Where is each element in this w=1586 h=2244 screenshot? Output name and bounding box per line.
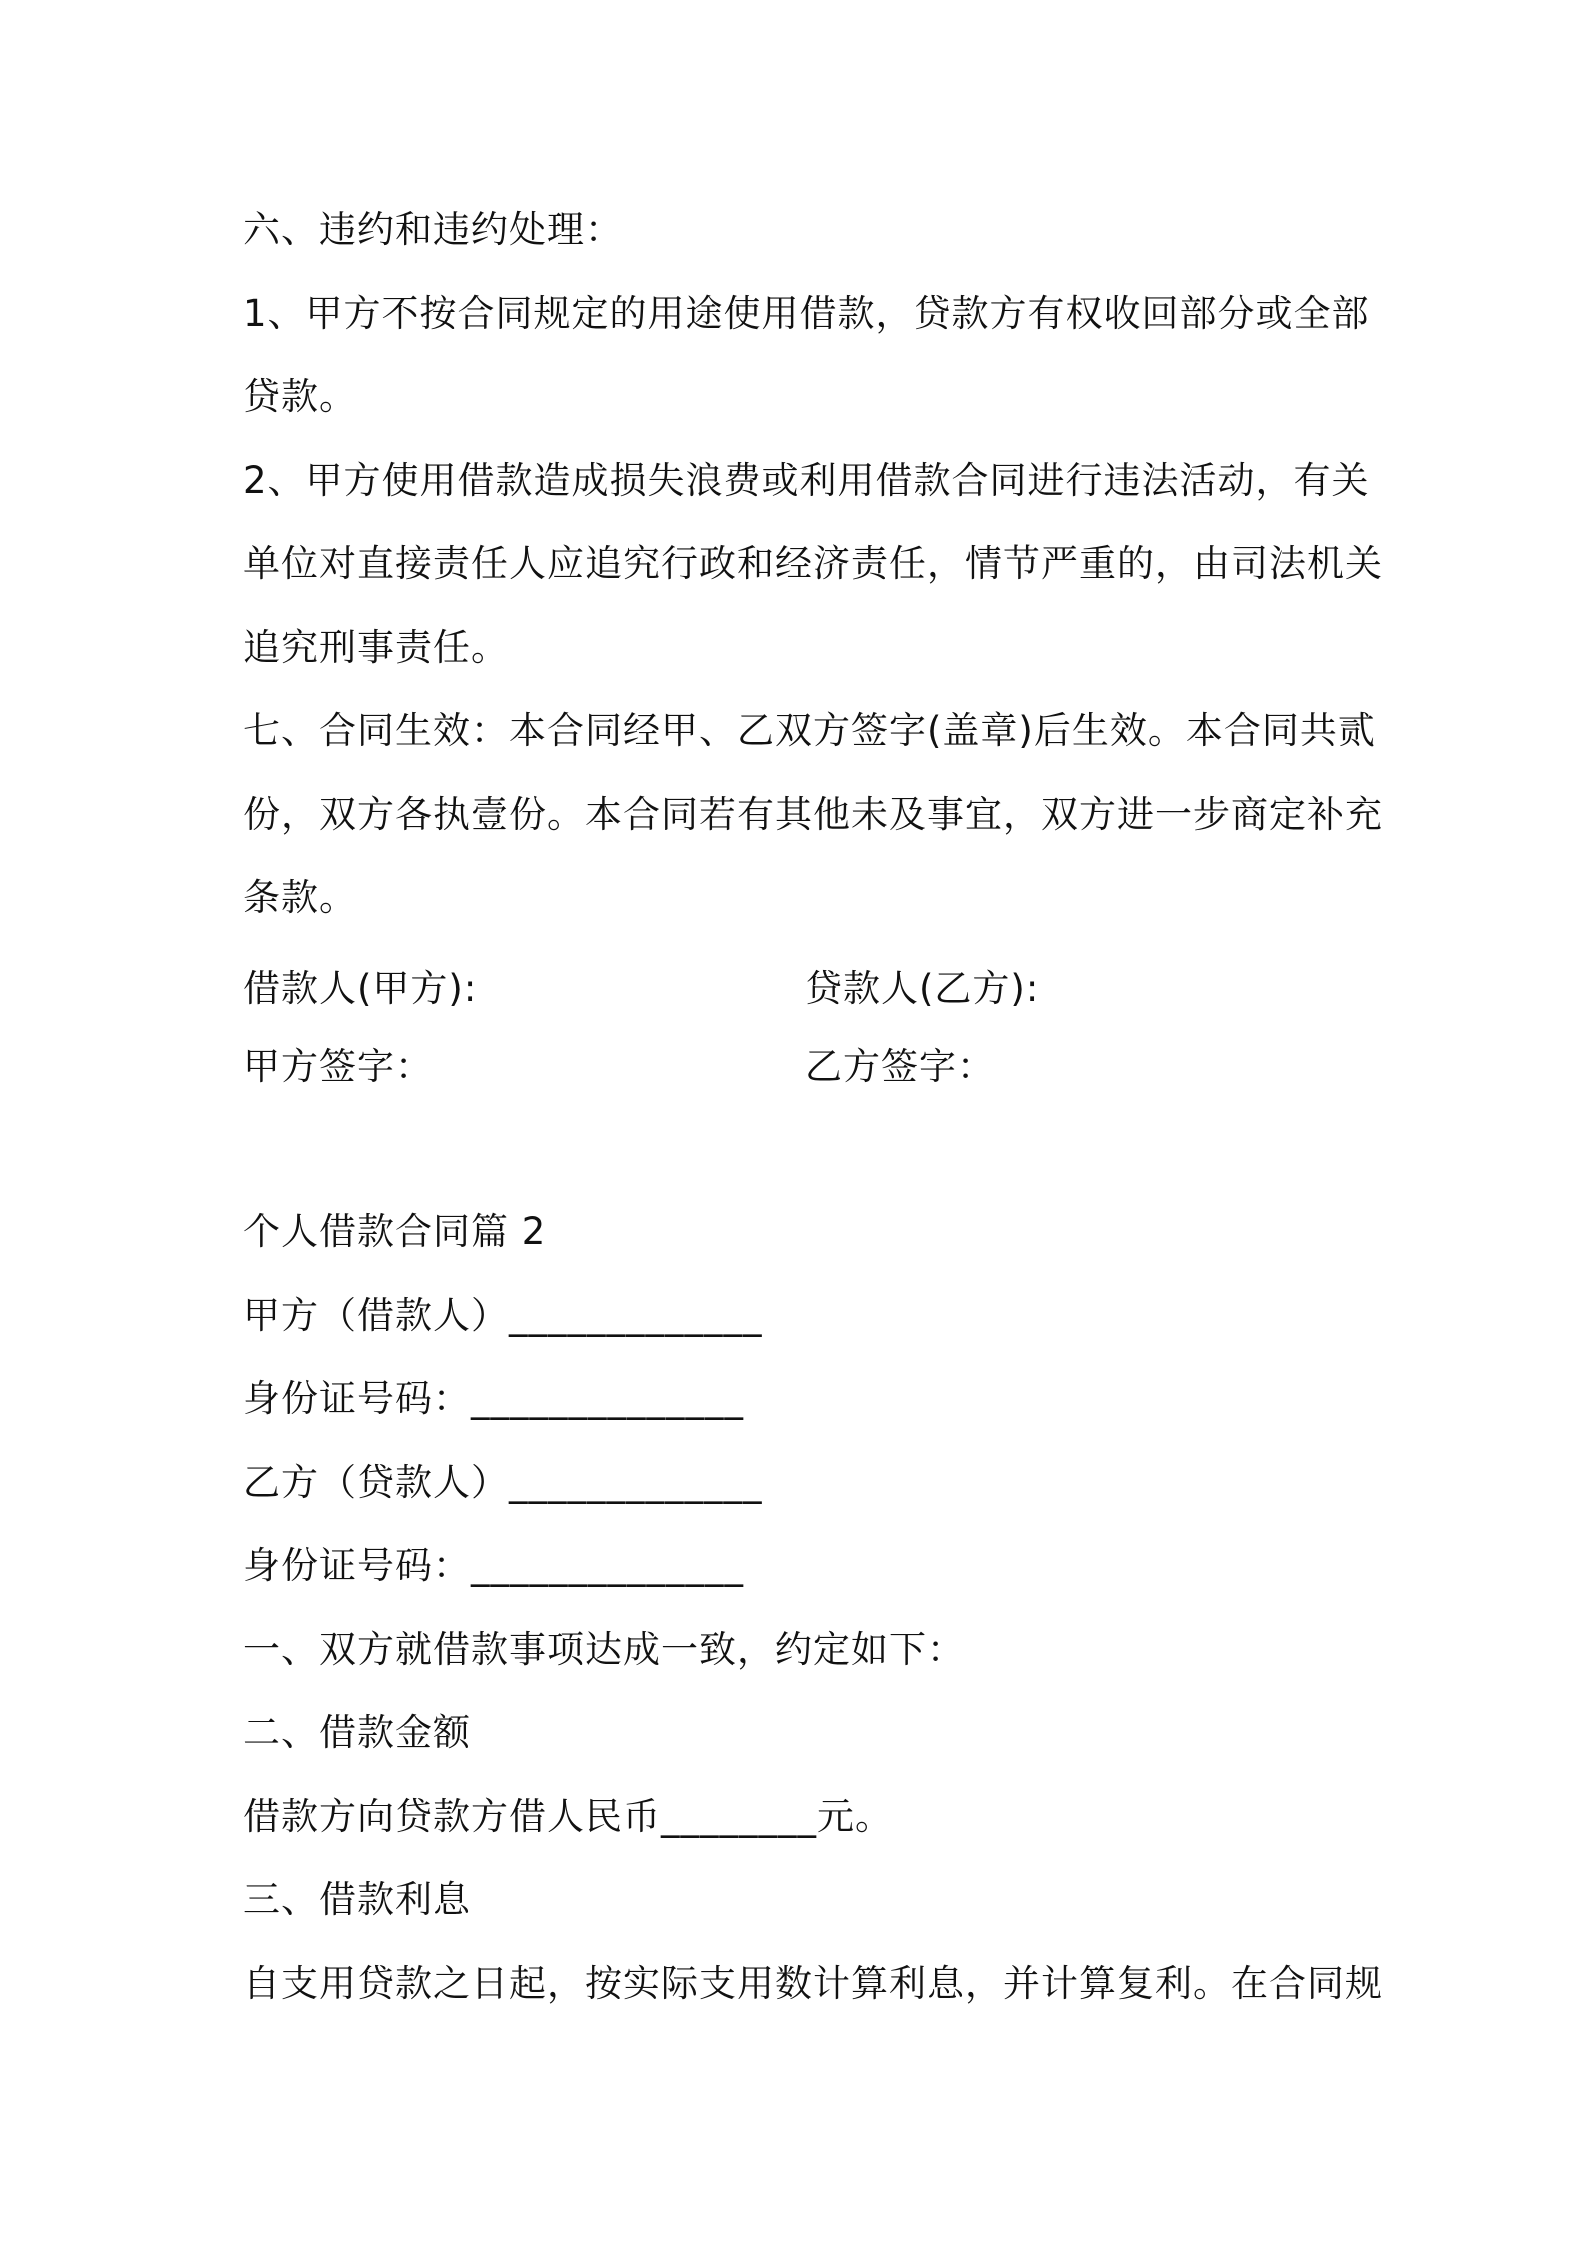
section7-line1: 七、合同生效：本合同经甲、乙双方签字(盖章)后生效。本合同共贰 [243,709,1376,752]
clause3-text: 自支用贷款之日起，按实际支用数计算利息，并计算复利。在合同规 [243,1962,1383,2005]
id-number-a-field: 身份证号码：______________ [243,1377,744,1420]
section7-line2: 份，双方各执壹份。本合同若有其他未及事宜，双方进一步商定补充 [243,793,1383,836]
section7-line3: 条款。 [243,876,357,919]
clause1-text: 一、双方就借款事项达成一致，约定如下： [243,1628,965,1671]
clause3-heading: 三、借款利息 [243,1878,471,1921]
clause2-heading: 二、借款金额 [243,1711,471,1754]
party-a-signature-label: 甲方签字： [243,1045,433,1088]
section6-item2-line2: 单位对直接责任人应追究行政和经济责任，情节严重的，由司法机关 [243,542,1383,585]
borrower-label: 借款人(甲方): [243,967,478,1010]
section6-item1-line2: 贷款。 [243,375,357,418]
section6-heading: 六、违约和违约处理： [243,208,623,251]
section6-item2-line1: 2、甲方使用借款造成损失浪费或利用借款合同进行违法活动，有关 [243,459,1370,502]
party-b-signature-label: 乙方签字： [805,1045,995,1088]
contract2-title: 个人借款合同篇 2 [243,1210,547,1253]
section6-item2-line3: 追究刑事责任。 [243,626,509,669]
lender-label: 贷款人(乙方): [805,967,1040,1010]
party-b-field: 乙方（贷款人）_____________ [243,1461,763,1504]
id-number-b-field: 身份证号码：______________ [243,1544,744,1587]
party-a-field: 甲方（借款人）_____________ [243,1294,763,1337]
section6-item1-line1: 1、甲方不按合同规定的用途使用借款，贷款方有权收回部分或全部 [243,292,1370,335]
clause2-text: 借款方向贷款方借人民币________元。 [243,1795,893,1838]
